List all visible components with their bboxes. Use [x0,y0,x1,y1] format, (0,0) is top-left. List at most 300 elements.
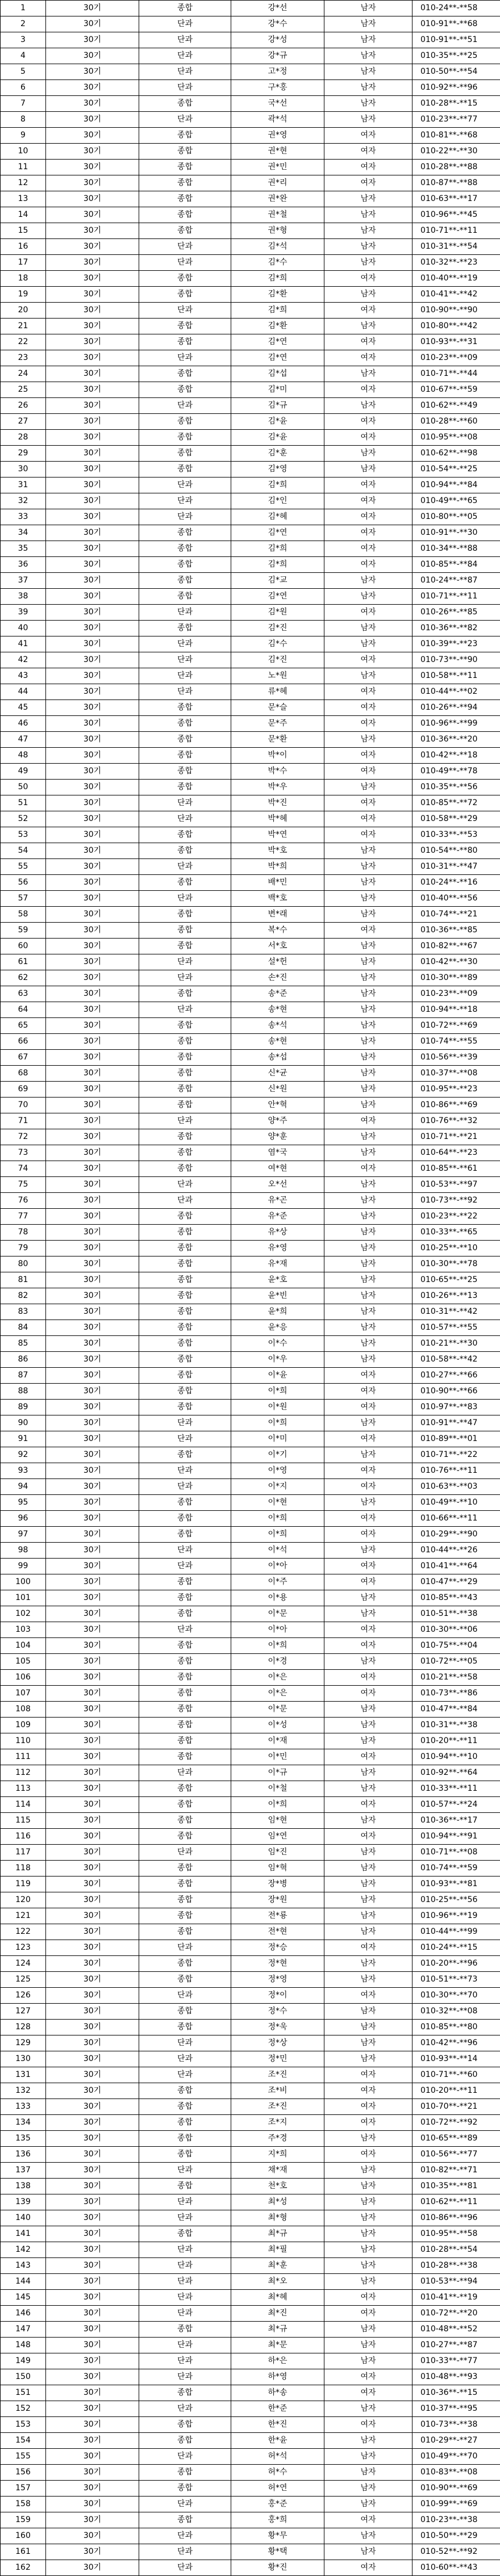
gender-cell: 여자 [324,1749,413,1765]
table-row [1,493,500,509]
student-name-cell: 한*윤 [231,2433,324,2449]
table-row [1,366,500,382]
student-name-cell: 박*이 [231,748,324,764]
row-number-cell: 44 [1,684,46,700]
row-number-cell: 67 [1,1050,46,1066]
phone-number-cell: 010-23**-**77 [413,112,500,128]
student-name-cell: 허*석 [231,2449,324,2465]
row-number-cell: 87 [1,1368,46,1384]
student-name-cell: 황*택 [231,2544,324,2560]
cohort-cell: 30기 [46,2322,139,2338]
cohort-cell: 30기 [46,939,139,954]
student-name-cell: 김*교 [231,573,324,589]
course-type-cell: 종합 [139,1241,231,1256]
course-type-cell: 종합 [139,1606,231,1622]
cohort-cell: 30기 [46,2306,139,2322]
row-number-cell: 83 [1,1304,46,1320]
row-number-cell: 50 [1,780,46,795]
student-name-cell: 허*연 [231,2481,324,2497]
gender-cell: 남자 [324,1590,413,1606]
student-name-cell: 송*섭 [231,1050,324,1066]
cohort-cell: 30기 [46,859,139,875]
gender-cell: 남자 [324,1193,413,1209]
gender-cell: 남자 [324,1304,413,1320]
course-type-cell: 종합 [139,2512,231,2528]
cohort-cell: 30기 [46,795,139,811]
gender-cell: 남자 [324,16,413,32]
table-row [1,780,500,795]
table-row [1,1988,500,2004]
cohort-cell: 30기 [46,636,139,652]
phone-number-cell: 010-95**-**58 [413,2226,500,2242]
table-row [1,1956,500,1972]
phone-number-cell: 010-90**-**90 [413,303,500,319]
table-row [1,2067,500,2083]
phone-number-cell: 010-71**-**44 [413,366,500,382]
course-type-cell: 단과 [139,1765,231,1781]
student-name-cell: 이*희 [231,1527,324,1543]
table-row [1,2020,500,2035]
student-name-cell: 유*영 [231,1241,324,1256]
phone-number-cell: 010-56**-**77 [413,2147,500,2163]
phone-number-cell: 010-41**-**64 [413,1559,500,1574]
cohort-cell: 30기 [46,287,139,303]
course-type-cell: 종합 [139,1574,231,1590]
student-name-cell: 송*준 [231,986,324,1002]
gender-cell: 남자 [324,2274,413,2290]
gender-cell: 남자 [324,2226,413,2242]
course-type-cell: 종합 [139,207,231,223]
course-type-cell: 단과 [139,2560,231,2576]
cohort-cell: 30기 [46,1034,139,1050]
student-name-cell: 하*영 [231,2369,324,2385]
cohort-cell: 30기 [46,430,139,446]
course-type-cell: 단과 [139,1002,231,1018]
gender-cell: 여자 [324,2385,413,2401]
gender-cell: 남자 [324,2465,413,2481]
phone-number-cell: 010-32**-**23 [413,255,500,271]
gender-cell: 남자 [324,2322,413,2338]
phone-number-cell: 010-36**-**85 [413,923,500,939]
gender-cell: 남자 [324,732,413,748]
cohort-cell: 30기 [46,1225,139,1241]
course-type-cell: 단과 [139,891,231,907]
course-type-cell: 종합 [139,2004,231,2020]
student-name-cell: 곽*석 [231,112,324,128]
phone-number-cell: 010-28**-**54 [413,2242,500,2258]
cohort-cell: 30기 [46,2099,139,2115]
student-name-cell: 황*진 [231,2560,324,2576]
table-row [1,1861,500,1876]
row-number-cell: 51 [1,795,46,811]
gender-cell: 여자 [324,795,413,811]
table-row [1,764,500,780]
course-type-cell: 종합 [139,1892,231,1908]
table-row [1,875,500,891]
student-name-cell: 복*수 [231,923,324,939]
row-number-cell: 45 [1,700,46,716]
course-type-cell: 종합 [139,1956,231,1972]
cohort-cell: 30기 [46,1670,139,1686]
cohort-cell: 30기 [46,2226,139,2242]
table-row [1,1781,500,1797]
table-row [1,350,500,366]
phone-number-cell: 010-23**-**09 [413,350,500,366]
course-type-cell: 종합 [139,1781,231,1797]
phone-number-cell: 010-82**-**67 [413,939,500,954]
course-type-cell: 단과 [139,64,231,80]
student-name-cell: 설*헌 [231,954,324,970]
table-row [1,1495,500,1511]
course-type-cell: 종합 [139,1638,231,1654]
row-number-cell: 148 [1,2338,46,2353]
cohort-cell: 30기 [46,1813,139,1829]
course-type-cell: 종합 [139,1129,231,1145]
student-name-cell: 이*희 [231,1797,324,1813]
gender-cell: 남자 [324,366,413,382]
student-name-cell: 박*연 [231,827,324,843]
student-name-cell: 구*홍 [231,80,324,96]
course-type-cell: 종합 [139,1272,231,1288]
table-row [1,843,500,859]
student-name-cell: 박*희 [231,859,324,875]
gender-cell: 여자 [324,541,413,557]
row-number-cell: 131 [1,2067,46,2083]
cohort-cell: 30기 [46,1320,139,1336]
phone-number-cell: 010-32**-**08 [413,2004,500,2020]
row-number-cell: 142 [1,2242,46,2258]
student-name-cell: 장*병 [231,1876,324,1892]
cohort-cell: 30기 [46,2179,139,2194]
phone-number-cell: 010-66**-**11 [413,1511,500,1527]
row-number-cell: 68 [1,1066,46,1082]
gender-cell: 남자 [324,1145,413,1161]
row-number-cell: 86 [1,1352,46,1368]
student-name-cell: 노*원 [231,668,324,684]
course-type-cell: 종합 [139,875,231,891]
cohort-cell: 30기 [46,1559,139,1574]
table-row [1,2322,500,2338]
student-name-cell: 김*훈 [231,446,324,462]
table-row [1,668,500,684]
student-name-cell: 양*주 [231,1113,324,1129]
phone-number-cell: 010-90**-**66 [413,1384,500,1400]
table-row [1,2353,500,2369]
student-name-cell: 정*이 [231,1988,324,2004]
course-type-cell: 단과 [139,2194,231,2210]
student-name-cell: 정*욱 [231,2020,324,2035]
row-number-cell: 95 [1,1495,46,1511]
phone-number-cell: 010-30**-**78 [413,1256,500,1272]
cohort-cell: 30기 [46,1797,139,1813]
gender-cell: 남자 [324,191,413,207]
course-type-cell: 단과 [139,1559,231,1574]
cohort-cell: 30기 [46,780,139,795]
table-row [1,2433,500,2449]
gender-cell: 남자 [324,2258,413,2274]
row-number-cell: 31 [1,477,46,493]
table-row [1,144,500,160]
table-row [1,2306,500,2322]
row-number-cell: 156 [1,2465,46,2481]
phone-number-cell: 010-74**-**59 [413,1861,500,1876]
phone-number-cell: 010-80**-**05 [413,509,500,525]
phone-number-cell: 010-54**-**25 [413,462,500,477]
row-number-cell: 137 [1,2163,46,2179]
student-name-cell: 이*원 [231,1400,324,1415]
phone-number-cell: 010-41**-**42 [413,287,500,303]
course-type-cell: 종합 [139,2179,231,2194]
phone-number-cell: 010-96**-**19 [413,1908,500,1924]
cohort-cell: 30기 [46,382,139,398]
gender-cell: 남자 [324,1606,413,1622]
phone-number-cell: 010-62**-**11 [413,2194,500,2210]
phone-number-cell: 010-20**-**96 [413,1956,500,1972]
student-name-cell: 김*혜 [231,509,324,525]
course-type-cell: 종합 [139,1527,231,1543]
table-row [1,2258,500,2274]
table-row [1,1559,500,1574]
student-name-cell: 여*현 [231,1161,324,1177]
cohort-cell: 30기 [46,1241,139,1256]
gender-cell: 남자 [324,2449,413,2465]
table-row [1,287,500,303]
course-type-cell: 단과 [139,605,231,621]
row-number-cell: 129 [1,2035,46,2051]
row-number-cell: 33 [1,509,46,525]
row-number-cell: 77 [1,1209,46,1225]
table-row [1,2115,500,2131]
cohort-cell: 30기 [46,1336,139,1352]
row-number-cell: 5 [1,64,46,80]
student-name-cell: 이*은 [231,1686,324,1702]
row-number-cell: 81 [1,1272,46,1288]
row-number-cell: 162 [1,2560,46,2576]
row-number-cell: 120 [1,1892,46,1908]
phone-number-cell: 010-94**-**10 [413,1749,500,1765]
phone-number-cell: 010-72**-**69 [413,1018,500,1034]
table-row [1,1018,500,1034]
gender-cell: 남자 [324,319,413,334]
course-type-cell: 단과 [139,2497,231,2512]
cohort-cell: 30기 [46,1718,139,1733]
row-number-cell: 122 [1,1924,46,1940]
course-type-cell: 종합 [139,334,231,350]
course-type-cell: 단과 [139,112,231,128]
course-type-cell: 단과 [139,954,231,970]
gender-cell: 남자 [324,1336,413,1352]
student-name-cell: 정*승 [231,1940,324,1956]
gender-cell: 남자 [324,954,413,970]
student-name-cell: 서*호 [231,939,324,954]
row-number-cell: 62 [1,970,46,986]
course-type-cell: 단과 [139,2274,231,2290]
gender-cell: 남자 [324,1082,413,1098]
student-name-cell: 배*민 [231,875,324,891]
cohort-cell: 30기 [46,1304,139,1320]
course-type-cell: 종합 [139,271,231,287]
student-name-cell: 정*상 [231,2035,324,2051]
cohort-cell: 30기 [46,1368,139,1384]
phone-number-cell: 010-36**-**82 [413,621,500,636]
table-row [1,446,500,462]
row-number-cell: 119 [1,1876,46,1892]
student-name-cell: 김*연 [231,589,324,605]
table-row [1,541,500,557]
phone-number-cell: 010-57**-**24 [413,1797,500,1813]
table-row [1,811,500,827]
phone-number-cell: 010-31**-**42 [413,1304,500,1320]
table-row [1,1606,500,1622]
gender-cell: 여자 [324,1686,413,1702]
course-type-cell: 단과 [139,2353,231,2369]
table-row [1,795,500,811]
phone-number-cell: 010-28**-**60 [413,414,500,430]
phone-number-cell: 010-39**-**23 [413,636,500,652]
student-name-cell: 이*미 [231,1431,324,1447]
course-type-cell: 종합 [139,1018,231,1034]
table-row [1,1622,500,1638]
table-row [1,303,500,319]
course-type-cell: 종합 [139,1861,231,1876]
course-type-cell: 종합 [139,2147,231,2163]
gender-cell: 남자 [324,1209,413,1225]
cohort-cell: 30기 [46,923,139,939]
table-row [1,2004,500,2020]
student-name-cell: 최*혜 [231,2290,324,2306]
student-name-cell: 고*정 [231,64,324,80]
phone-number-cell: 010-49**-**78 [413,764,500,780]
course-type-cell: 단과 [139,811,231,827]
gender-cell: 남자 [324,907,413,923]
student-name-cell: 송*현 [231,1034,324,1050]
gender-cell: 남자 [324,1098,413,1113]
cohort-cell: 30기 [46,2051,139,2067]
cohort-cell: 30기 [46,1177,139,1193]
phone-number-cell: 010-30**-**70 [413,1988,500,2004]
gender-cell: 여자 [324,2290,413,2306]
row-number-cell: 110 [1,1733,46,1749]
gender-cell: 여자 [324,557,413,573]
phone-number-cell: 010-44**-**99 [413,1924,500,1940]
table-row [1,1368,500,1384]
phone-number-cell: 010-25**-**56 [413,1892,500,1908]
row-number-cell: 121 [1,1908,46,1924]
course-type-cell: 종합 [139,1972,231,1988]
row-number-cell: 65 [1,1018,46,1034]
table-row [1,1034,500,1050]
row-number-cell: 64 [1,1002,46,1018]
gender-cell: 남자 [324,2433,413,2449]
table-row [1,2385,500,2401]
student-name-cell: 전*룡 [231,1908,324,1924]
student-name-cell: 류*혜 [231,684,324,700]
cohort-cell: 30기 [46,366,139,382]
cohort-cell: 30기 [46,2163,139,2179]
row-number-cell: 21 [1,319,46,334]
gender-cell: 여자 [324,2115,413,2131]
cohort-cell: 30기 [46,128,139,144]
row-number-cell: 19 [1,287,46,303]
phone-number-cell: 010-47**-**29 [413,1574,500,1590]
phone-number-cell: 010-36**-**17 [413,1813,500,1829]
phone-number-cell: 010-73**-**90 [413,652,500,668]
phone-number-cell: 010-44**-**26 [413,1543,500,1559]
cohort-cell: 30기 [46,1272,139,1288]
gender-cell: 남자 [324,48,413,64]
row-number-cell: 42 [1,652,46,668]
cohort-cell: 30기 [46,2194,139,2210]
row-number-cell: 22 [1,334,46,350]
row-number-cell: 28 [1,430,46,446]
phone-number-cell: 010-34**-**88 [413,541,500,557]
row-number-cell: 71 [1,1113,46,1129]
table-row [1,589,500,605]
course-type-cell: 단과 [139,1940,231,1956]
student-name-cell: 김*희 [231,477,324,493]
phone-number-cell: 010-26**-**85 [413,605,500,621]
table-row [1,1336,500,1352]
cohort-cell: 30기 [46,207,139,223]
phone-number-cell: 010-49**-**10 [413,1495,500,1511]
phone-number-cell: 010-94**-**91 [413,1829,500,1845]
row-number-cell: 160 [1,2528,46,2544]
student-name-cell: 이*희 [231,1384,324,1400]
student-name-cell: 지*희 [231,2147,324,2163]
course-type-cell: 단과 [139,1543,231,1559]
phone-number-cell: 010-85**-**72 [413,795,500,811]
course-type-cell: 종합 [139,1,231,16]
row-number-cell: 112 [1,1765,46,1781]
student-name-cell: 유*준 [231,1209,324,1225]
phone-number-cell: 010-35**-**56 [413,780,500,795]
table-row [1,939,500,954]
cohort-cell: 30기 [46,477,139,493]
student-name-cell: 권*현 [231,144,324,160]
phone-number-cell: 010-72**-**05 [413,1654,500,1670]
table-row [1,1511,500,1527]
student-name-cell: 최*규 [231,2322,324,2338]
course-type-cell: 종합 [139,2481,231,2497]
gender-cell: 남자 [324,1781,413,1797]
table-row [1,573,500,589]
table-row [1,1,500,16]
cohort-cell: 30기 [46,2210,139,2226]
gender-cell: 남자 [324,1447,413,1463]
gender-cell: 남자 [324,1066,413,1082]
gender-cell: 남자 [324,112,413,128]
student-name-cell: 홍*희 [231,2512,324,2528]
row-number-cell: 10 [1,144,46,160]
cohort-cell: 30기 [46,144,139,160]
course-type-cell: 단과 [139,2401,231,2417]
phone-number-cell: 010-28**-**15 [413,96,500,112]
table-row [1,255,500,271]
student-name-cell: 한*진 [231,2417,324,2433]
table-row [1,636,500,652]
cohort-cell: 30기 [46,493,139,509]
phone-number-cell: 010-48**-**52 [413,2322,500,2338]
phone-number-cell: 010-62**-**49 [413,398,500,414]
cohort-cell: 30기 [46,891,139,907]
student-name-cell: 권*민 [231,160,324,175]
course-type-cell: 종합 [139,716,231,732]
cohort-cell: 30기 [46,2004,139,2020]
phone-number-cell: 010-49**-**65 [413,493,500,509]
phone-number-cell: 010-74**-**55 [413,1034,500,1050]
course-type-cell: 종합 [139,1908,231,1924]
table-row [1,1002,500,1018]
